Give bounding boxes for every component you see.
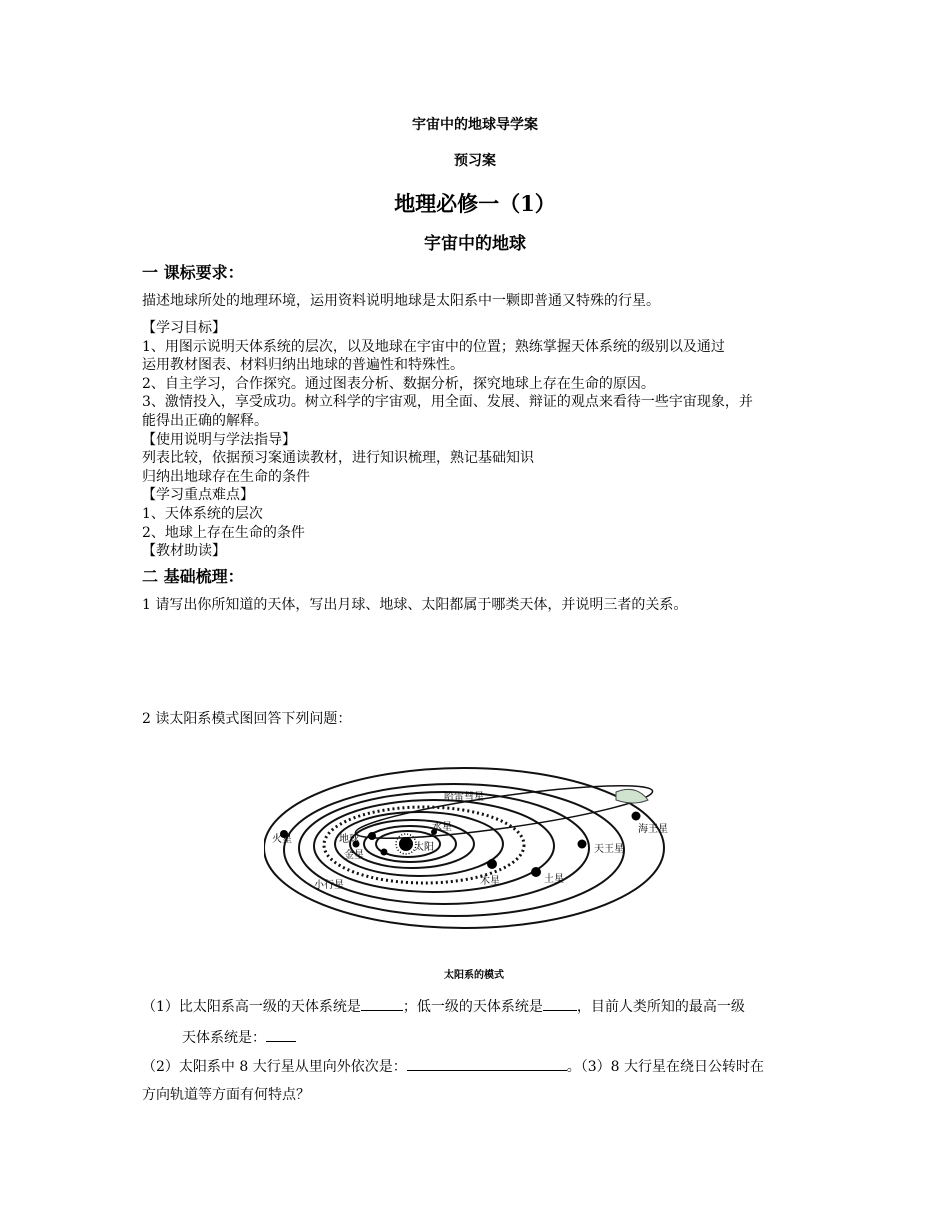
sub-question-3: 方向轨道等方面有何特点？ <box>142 1087 310 1103</box>
document-title: 宇宙中的地球导学案 <box>412 117 538 133</box>
label-mercury: 水星 <box>432 822 452 833</box>
label-earth: 地球 <box>339 834 359 845</box>
saturn-icon <box>531 867 541 877</box>
sub1-part-c: ，目前人类所知的最高一级 <box>576 999 745 1015</box>
goal-2: 2、自主学习，合作探究。通过图表分析、数据分析，探究地球上存在生命的原因。 <box>142 375 655 392</box>
answer-blank-2[interactable] <box>543 995 577 1011</box>
sub-question-1 <box>142 993 814 1021</box>
earth-icon <box>368 832 376 840</box>
key-1: 1、天体系统的层次 <box>142 505 263 522</box>
sub-question-2 <box>142 1053 814 1081</box>
document-subtitle: 预习案 <box>454 153 496 169</box>
section1-heading: 一 课标要求： <box>142 263 244 282</box>
label-jupiter: 木星 <box>480 876 500 887</box>
textbook-title: 【教材助读】 <box>142 543 226 560</box>
answer-blank-1[interactable] <box>361 995 403 1011</box>
learning-goals <box>142 319 814 561</box>
label-venus: 金星 <box>344 850 364 861</box>
sub2-part-a: （2）太阳系中 8 大行星从里向外依次是： <box>142 1059 407 1075</box>
goal-1b: 运用教材图表、材料归纳出地球的普遍性和特殊性。 <box>142 357 464 374</box>
label-saturn: 土星 <box>544 874 564 885</box>
key-2: 2、地球上存在生命的条件 <box>142 524 305 541</box>
sub1-part-b: ；低一级的天体系统是 <box>402 999 543 1015</box>
usage-1: 列表比较，依据预习案通读教材，进行知识梳理，熟记基础知识 <box>142 450 534 467</box>
goal-3b: 能得出正确的解释。 <box>142 412 268 429</box>
sun-icon <box>399 837 413 851</box>
label-uranus: 天王星 <box>594 844 624 855</box>
figure-caption: 太阳系的模式 <box>444 970 504 981</box>
question-2: 2 读太阳系模式图回答下列问题： <box>142 711 352 727</box>
key-title: 【学习重点难点】 <box>142 487 254 504</box>
usage-title: 【使用说明与学法指导】 <box>142 431 296 448</box>
goal-3a: 3、激情投入，享受成功。树立科学的宇宙观，用全面、发展、辩证的观点来看待一些宇宙现象，并 <box>142 394 753 411</box>
question-1: 1 请写出你所知道的天体，写出月球、地球、太阳都属于哪类天体，并说明三者的关系。 <box>142 597 688 613</box>
label-mars: 火星 <box>272 834 292 845</box>
label-neptune: 海王星 <box>638 824 668 835</box>
jupiter-icon <box>487 859 497 869</box>
label-halley: 哈雷彗星 <box>444 792 484 803</box>
sub1-part-d: 天体系统是： <box>182 1030 266 1046</box>
sub-question-1-cont <box>182 1024 814 1052</box>
uranus-icon <box>578 840 587 849</box>
label-asteroid: 小行星 <box>314 880 344 891</box>
answer-blank-4[interactable] <box>407 1055 567 1071</box>
section2-heading: 二 基础梳理： <box>142 567 244 586</box>
curriculum-requirement: 描述地球所处的地理环境，运用资料说明地球是太阳系中一颗即普通又特殊的行星。 <box>142 293 660 309</box>
sub2-part-b: 。（3）8 大行星在绕日公转时在 <box>566 1059 764 1075</box>
lesson-title: 宇宙中的地球 <box>424 234 526 254</box>
venus-icon <box>381 849 388 856</box>
usage-2: 归纳出地球存在生命的条件 <box>142 468 310 485</box>
answer-blank-3[interactable] <box>266 1026 296 1042</box>
course-title: 地理必修一（1） <box>394 191 556 216</box>
goals-title: 【学习目标】 <box>142 320 226 336</box>
label-sun: 太阳 <box>414 842 434 853</box>
goal-1a: 1、用图示说明天体系统的层次，以及地球在宇宙中的位置；熟练掌握天体系统的级别以及通过 <box>142 338 725 355</box>
sub1-part-a: （1）比太阳系高一级的天体系统是 <box>142 999 361 1015</box>
neptune-icon <box>632 812 641 821</box>
solar-system-figure <box>264 740 684 988</box>
